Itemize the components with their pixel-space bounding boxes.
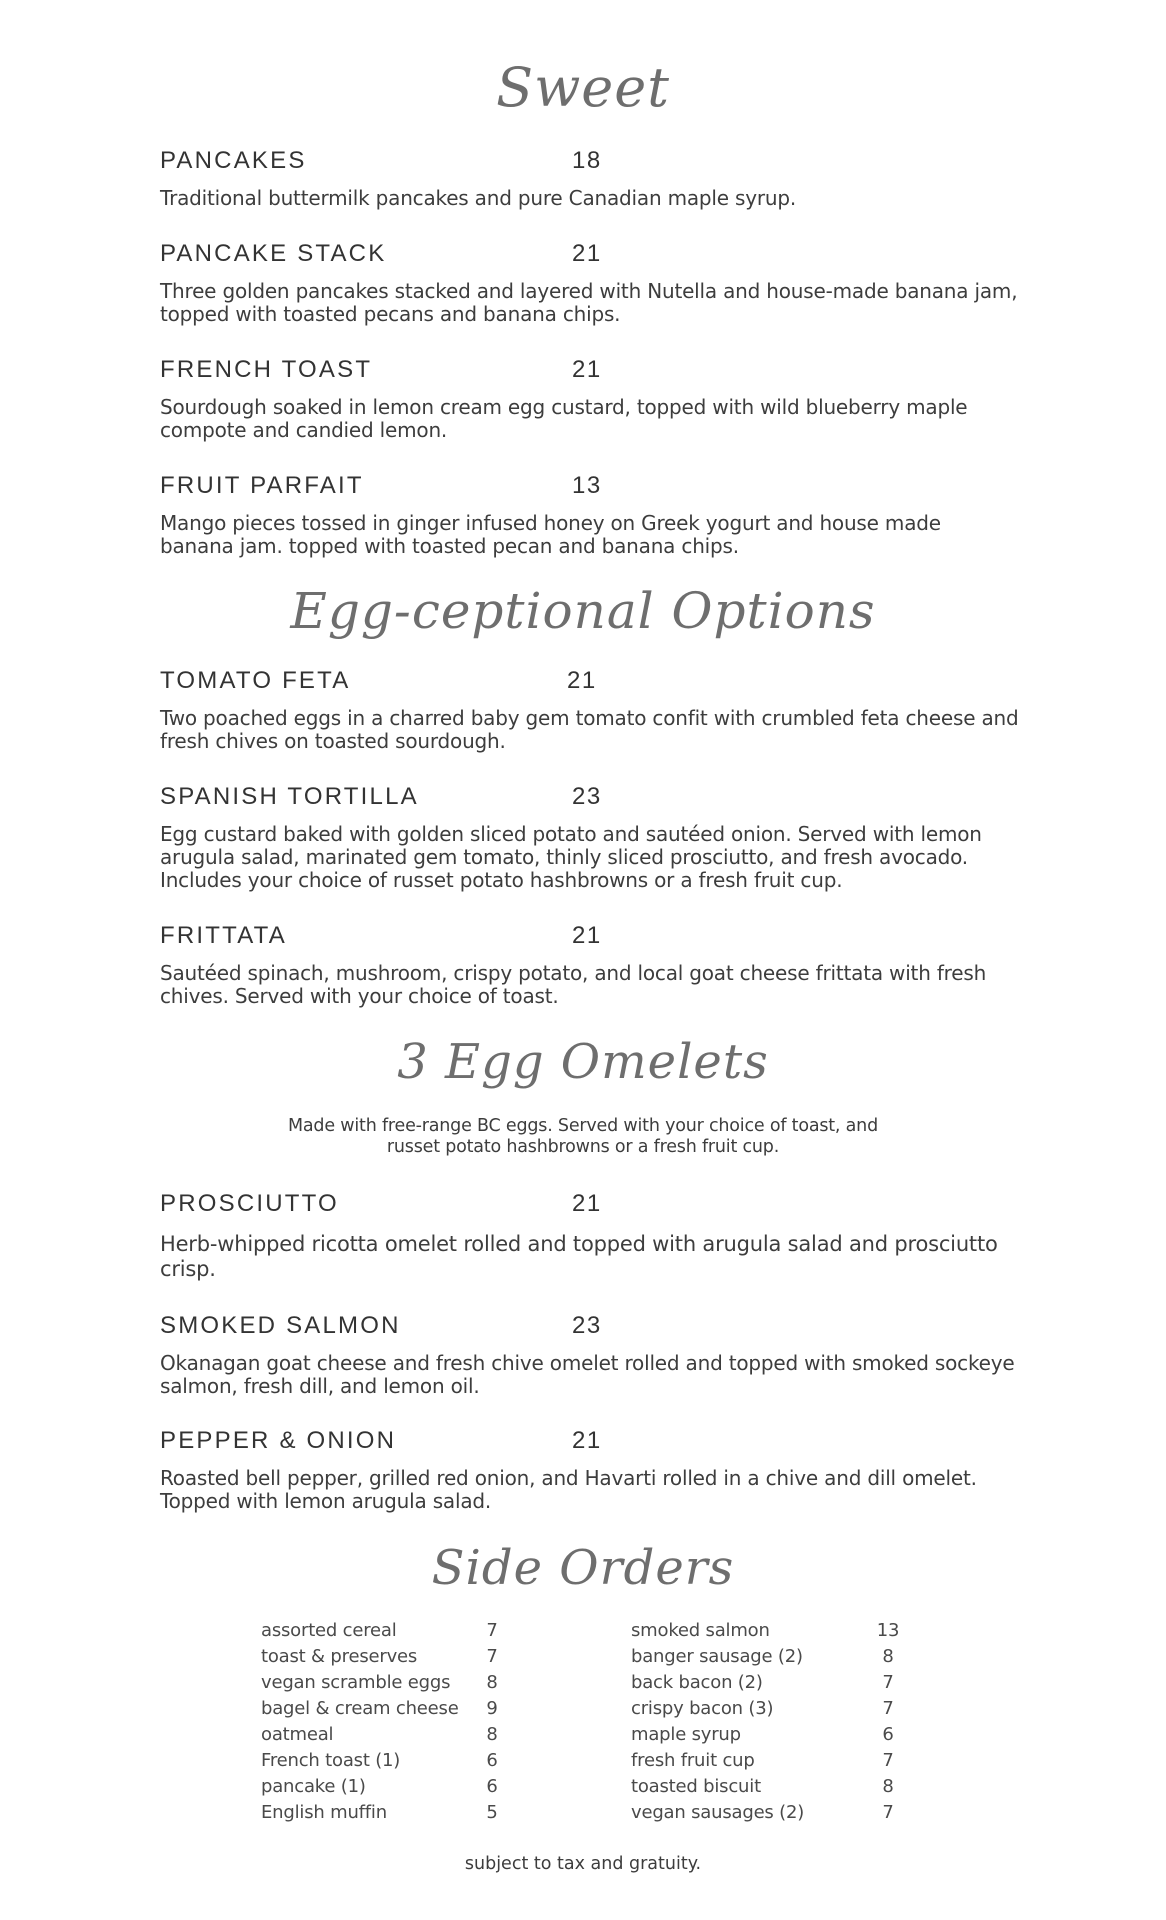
side-order-price: 5 [486,1802,498,1823]
menu-item-price: 23 [572,783,602,810]
section-heading-sweet: Sweet [496,56,670,119]
side-order-price: 7 [882,1802,894,1823]
menu-item-price: 21 [572,356,602,383]
section-heading-omelets: 3 Egg Omelets [397,1034,769,1090]
menu-item-price: 13 [572,472,602,499]
side-order-price: 8 [486,1724,498,1745]
menu-item-price: 21 [572,240,602,267]
side-order-price: 7 [486,1620,498,1641]
side-order-item [631,1620,911,1646]
side-order-name: vegan sausages (2) [631,1802,805,1823]
side-order-item [631,1698,911,1724]
side-order-price: 13 [876,1620,900,1641]
side-order-name: English muffin [261,1802,387,1823]
menu-item-name: SPANISH TORTILLA [160,783,419,810]
side-order-item [631,1672,911,1698]
side-order-price: 8 [486,1672,498,1693]
menu-item-name: PROSCIUTTO [160,1190,339,1217]
side-order-name: banger sausage (2) [631,1646,803,1667]
side-order-item [631,1750,911,1776]
side-order-name: toast & preserves [261,1646,418,1667]
menu-item-name: SMOKED SALMON [160,1312,401,1339]
side-order-price: 9 [486,1698,498,1719]
side-order-name: bagel & cream cheese [261,1698,459,1719]
side-order-name: assorted cereal [261,1620,397,1641]
menu-item-description: Sautéed spinach, mushroom, crispy potato, and local goat cheese frittata with fresh chives. Served with your choice of toast. [160,961,987,1008]
side-order-price: 7 [882,1672,894,1693]
menu-item-price: 21 [572,1427,602,1454]
side-order-name: fresh fruit cup [631,1750,755,1771]
menu-item-description: Three golden pancakes stacked and layered with Nutella and house-made banana jam, topped with toasted pecans and banana chips. [160,279,1018,326]
menu-item-price: 18 [572,147,602,174]
menu-item-description: Two poached eggs in a charred baby gem tomato confit with crumbled feta cheese and fresh chives on toasted sourdough. [160,706,1019,753]
side-order-name: pancake (1) [261,1776,366,1797]
side-order-price: 8 [882,1646,894,1667]
side-order-name: oatmeal [261,1724,334,1745]
side-order-item [631,1776,911,1802]
menu-item-price: 21 [572,922,602,949]
menu-item-name: PANCAKE STACK [160,240,387,267]
side-order-name: back bacon (2) [631,1672,763,1693]
footer-note: subject to tax and gratuity. [464,1854,702,1874]
side-order-item [261,1672,511,1698]
side-order-item [261,1620,511,1646]
side-order-item [261,1646,511,1672]
side-orders-left-column [261,1620,511,1828]
side-order-name: crispy bacon (3) [631,1698,774,1719]
side-order-price: 7 [882,1750,894,1771]
menu-item-name: PEPPER & ONION [160,1427,397,1454]
side-order-item [261,1802,511,1828]
side-order-name: French toast (1) [261,1750,401,1771]
menu-item-description: Herb-whipped ricotta omelet rolled and topped with arugula salad and prosciutto crisp. [160,1232,998,1281]
menu-item-description: Sourdough soaked in lemon cream egg custard, topped with wild blueberry maple compote and candied lemon. [160,395,968,442]
side-order-price: 6 [882,1724,894,1745]
side-order-item [631,1724,911,1750]
side-order-name: toasted biscuit [631,1776,761,1797]
menu-item-description: Mango pieces tossed in ginger infused honey on Greek yogurt and house made banana jam. topped with toasted pecan and banana chips. [160,511,941,558]
side-orders-right-column [631,1620,911,1828]
side-order-item [261,1750,511,1776]
side-order-price: 6 [486,1776,498,1797]
side-order-price: 8 [882,1776,894,1797]
side-order-name: smoked salmon [631,1620,770,1641]
menu-item-description: Egg custard baked with golden sliced potato and sautéed onion. Served with lemon arugula salad, marinated gem tomato, thinly sliced prosciutto, and fresh avocado. Includes your choice of russet potato hashbrowns or a fresh fruit cup. [160,822,982,892]
side-order-item [631,1802,911,1828]
menu-item-name: TOMATO FETA [160,667,351,694]
section-intro: Made with free-range BC eggs. Served with your choice of toast, and russet potato hashbrowns or a fresh fruit cup. [288,1116,878,1157]
menu-item-price: 23 [572,1312,602,1339]
side-order-price: 7 [486,1646,498,1667]
menu-item-name: FRUIT PARFAIT [160,472,364,499]
side-order-item [261,1776,511,1802]
menu-item-price: 21 [572,1190,602,1217]
section-heading-egg-ceptional: Egg-ceptional Options [290,582,876,640]
side-order-item [261,1724,511,1750]
menu-item-name: FRENCH TOAST [160,356,373,383]
side-order-name: vegan scramble eggs [261,1672,451,1693]
menu-item-price: 21 [567,667,597,694]
side-order-name: maple syrup [631,1724,741,1745]
side-order-price: 6 [486,1750,498,1771]
menu-item-name: PANCAKES [160,147,307,174]
menu-item-description: Okanagan goat cheese and fresh chive omelet rolled and topped with smoked sockeye salmon, fresh dill, and lemon oil. [160,1351,1015,1398]
side-order-price: 7 [882,1698,894,1719]
side-order-item [261,1698,511,1724]
side-order-item [631,1646,911,1672]
menu-item-description: Roasted bell pepper, grilled red onion, and Havarti rolled in a chive and dill omelet. Topped with lemon arugula salad. [160,1466,977,1513]
menu-item-description: Traditional buttermilk pancakes and pure Canadian maple syrup. [160,186,797,210]
menu-item-name: FRITTATA [160,922,287,949]
section-heading-side-orders: Side Orders [431,1540,735,1596]
